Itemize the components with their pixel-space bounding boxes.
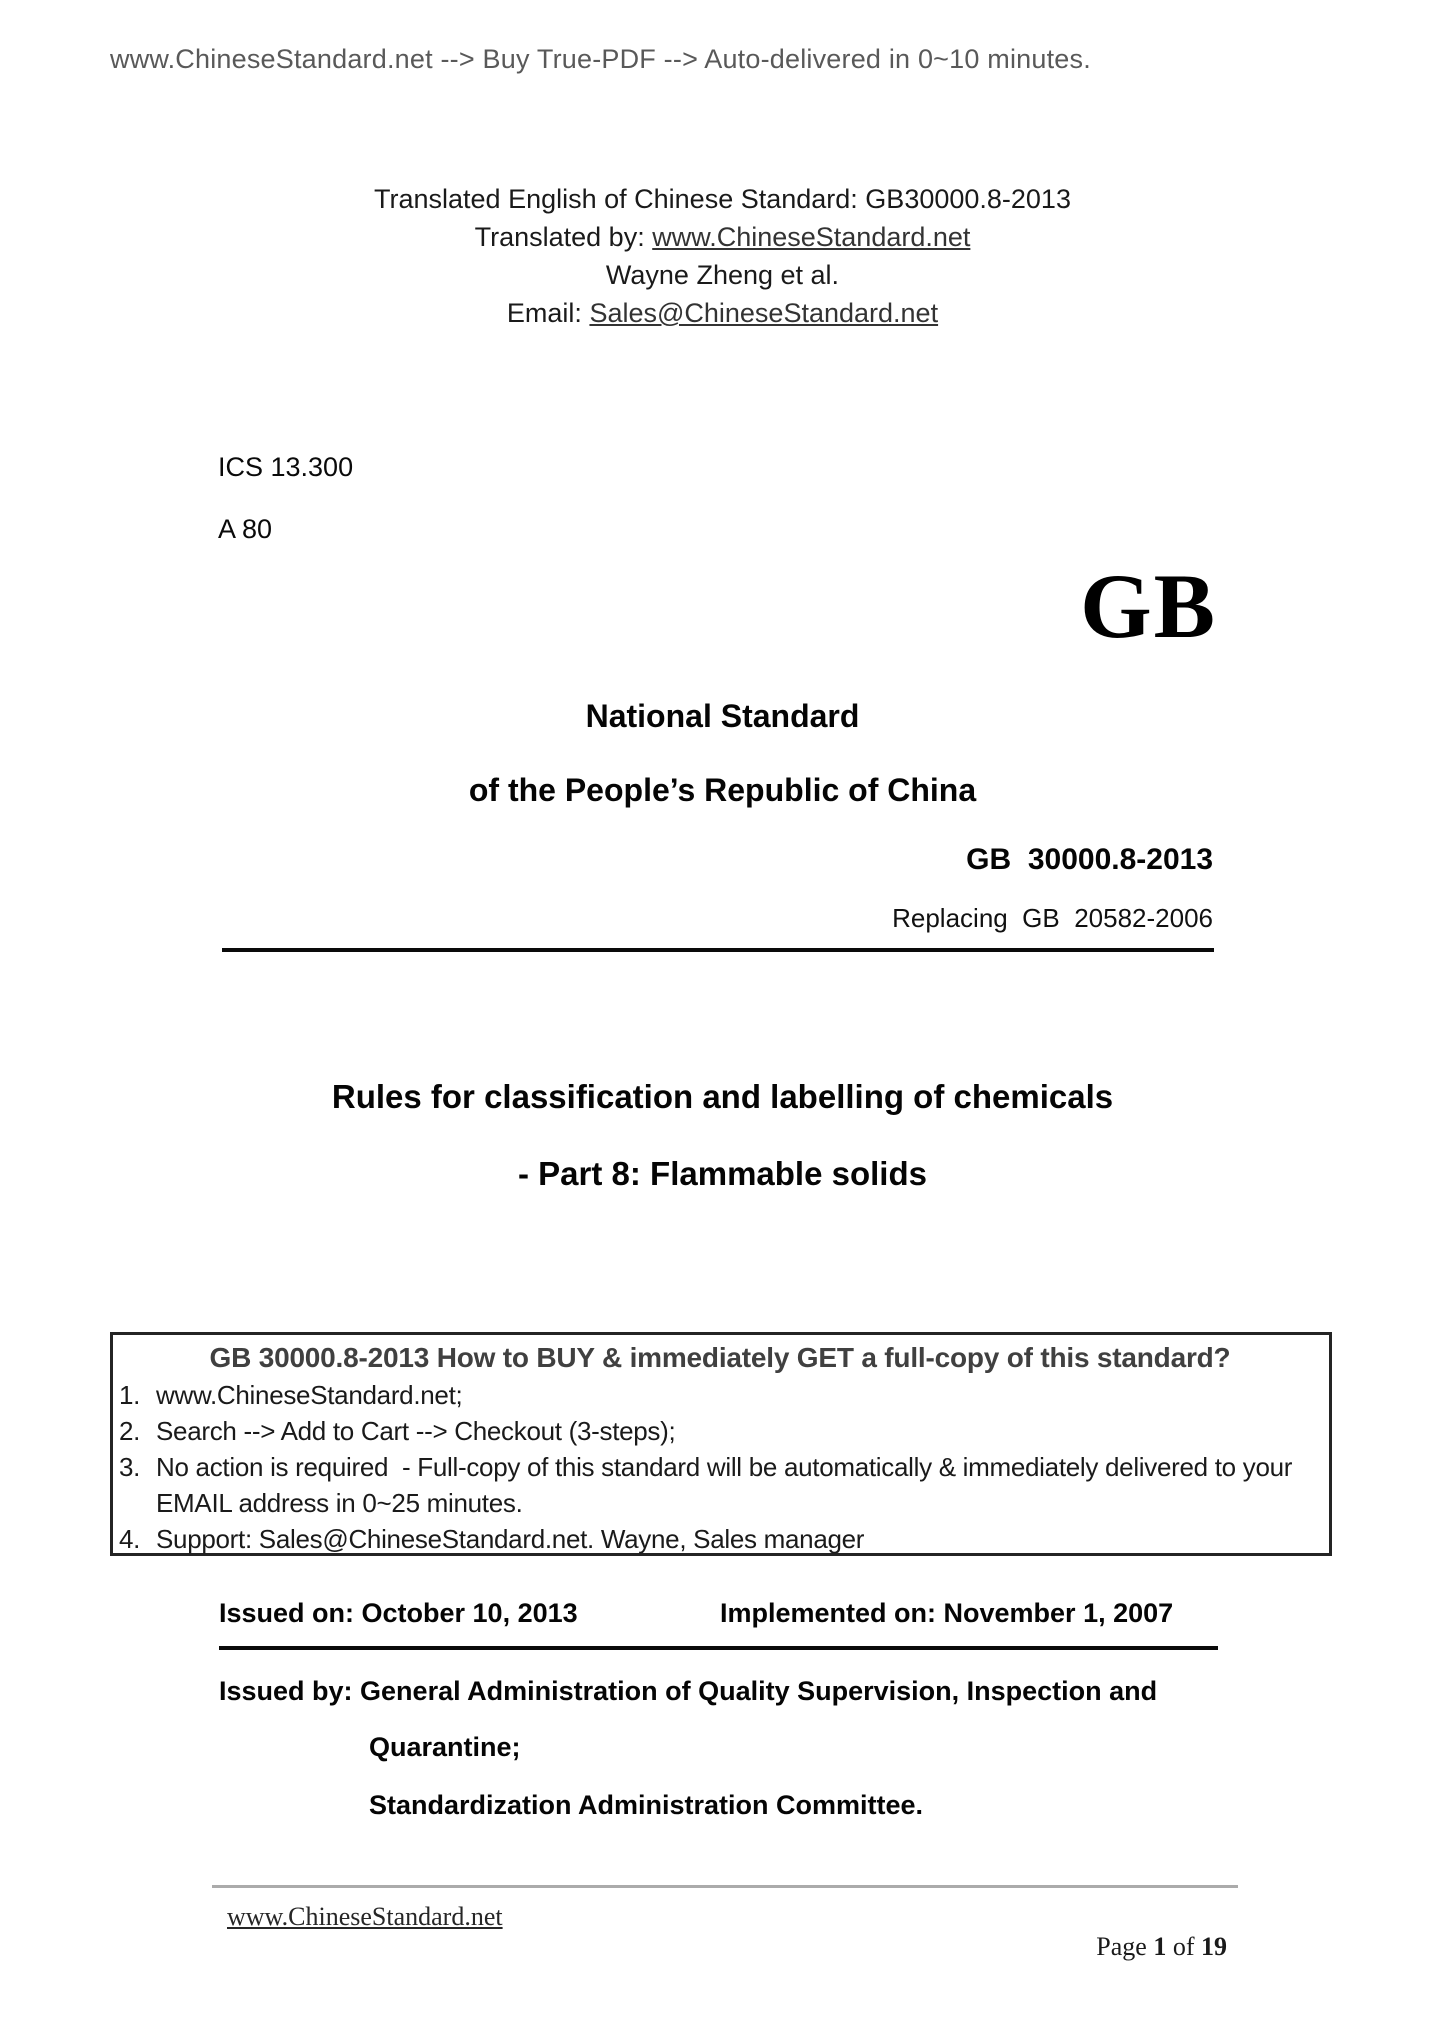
issued-by-line2: Quarantine;	[369, 1732, 521, 1762]
footer-divider-rule	[212, 1885, 1238, 1888]
translation-info-block	[0, 180, 1445, 332]
footer-page-of: of	[1166, 1932, 1201, 1961]
translator-site-link[interactable]: www.ChineseStandard.net	[652, 222, 971, 252]
footer-page-label: Page	[1096, 1932, 1154, 1961]
buy-step-4-text: Support: Sales@ChineseStandard.net. Wayne, Sales manager	[156, 1524, 865, 1554]
standard-heading-line1: National Standard	[585, 698, 860, 734]
sales-email-link[interactable]: Sales@ChineseStandard.net	[589, 298, 939, 328]
ics-classification: A 80	[218, 514, 273, 544]
footer-page-current: 1	[1153, 1932, 1167, 1961]
gb-logo: GB	[1080, 555, 1217, 657]
buy-box-title: GB 30000.8-2013 How to BUY & immediately GET a full-copy of this standard?	[209, 1342, 1231, 1373]
buy-step-3-number: 3.	[119, 1452, 141, 1482]
standard-heading-line2: of the People’s Republic of China	[468, 772, 977, 808]
ics-block	[218, 452, 353, 545]
issued-on-date: Issued on: October 10, 2013	[219, 1598, 578, 1628]
translation-title: Translated English of Chinese Standard: GB30000.8-2013	[374, 184, 1071, 214]
buy-step-2-text: Search --> Add to Cart --> Checkout (3-steps);	[156, 1416, 676, 1446]
buy-step-2-number: 2.	[119, 1416, 141, 1446]
how-to-buy-box	[110, 1332, 1332, 1556]
issue-divider-rule	[219, 1646, 1218, 1650]
implemented-on-date: Implemented on: November 1, 2007	[720, 1598, 1174, 1628]
issued-by-line3: Standardization Administration Committee.	[369, 1790, 924, 1820]
ics-code: ICS 13.300	[218, 452, 354, 482]
buy-step-4-number: 4.	[119, 1524, 141, 1554]
footer-page-indicator	[1070, 1902, 1227, 1992]
buy-step-1-number: 1.	[119, 1380, 141, 1410]
buy-step-1-text: www.ChineseStandard.net;	[156, 1380, 463, 1410]
translator-name: Wayne Zheng et al.	[605, 260, 840, 290]
footer-site-link[interactable]: www.ChineseStandard.net	[227, 1902, 503, 1931]
document-title-line2: - Part 8: Flammable solids	[518, 1155, 927, 1192]
buy-step-4	[119, 1521, 1321, 1557]
top-banner-text: www.ChineseStandard.net --> Buy True-PDF --> Auto-delivered in 0~10 minutes.	[110, 44, 1091, 74]
email-label: Email:	[506, 298, 590, 328]
buy-step-1	[119, 1377, 1321, 1413]
replacing-note: Replacing GB 20582-2006	[892, 903, 1213, 933]
translated-by-label: Translated by:	[474, 222, 653, 252]
header-divider-rule	[222, 948, 1214, 952]
issued-by-line1: Issued by: General Administration of Quality Supervision, Inspection and	[219, 1676, 1158, 1706]
document-title-line1: Rules for classification and labelling of chemicals	[331, 1078, 1114, 1115]
translated-by-line	[0, 218, 1445, 256]
footer-page-total: 19	[1201, 1932, 1227, 1961]
buy-step-3	[119, 1449, 1321, 1521]
standard-number: GB 30000.8-2013	[966, 843, 1213, 876]
buy-step-2	[119, 1413, 1321, 1449]
email-line	[0, 294, 1445, 332]
buy-step-3-text: No action is required - Full-copy of this standard will be automatically & immediately delivered to your EMAIL address in 0~25 minutes.	[156, 1452, 1300, 1518]
